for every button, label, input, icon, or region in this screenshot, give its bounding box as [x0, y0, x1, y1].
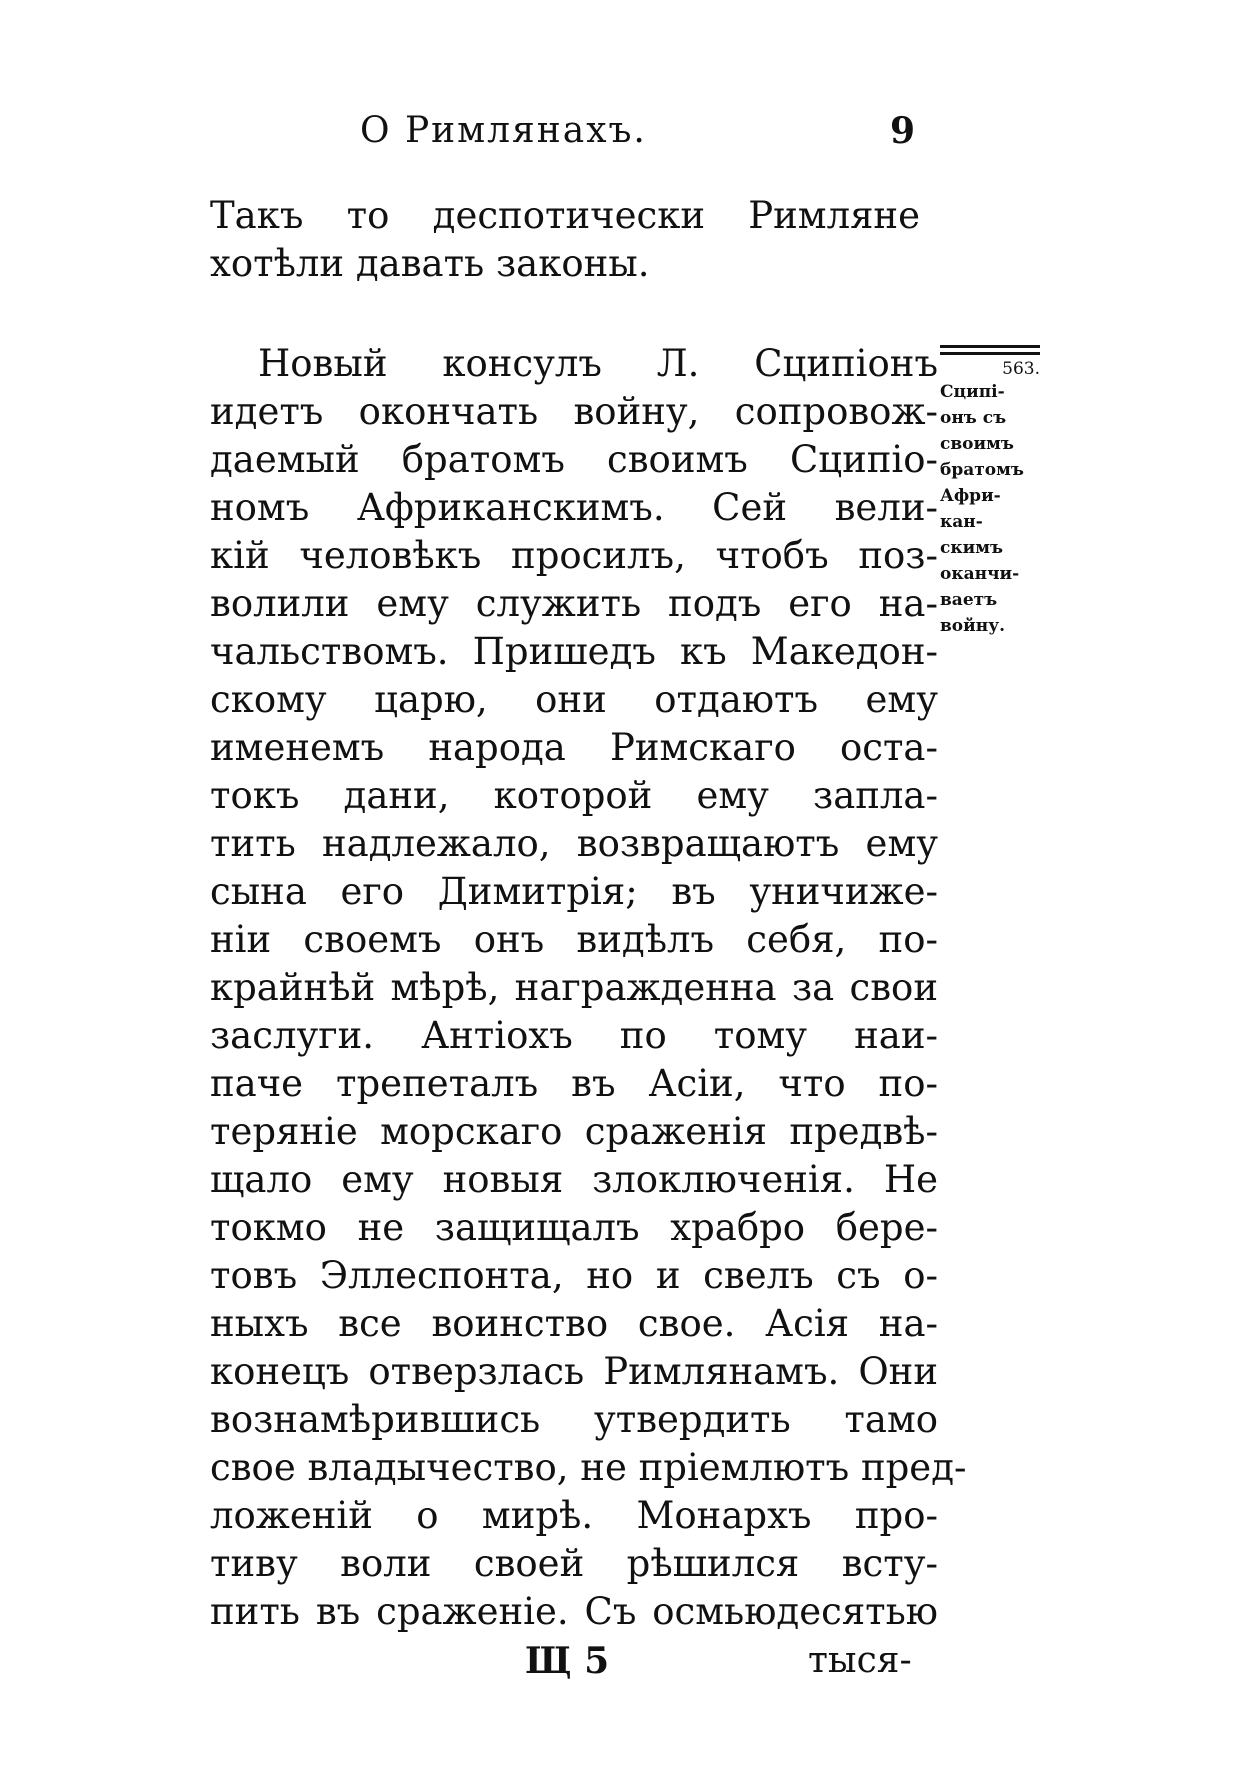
text-line: сына его Димитрія; въ уничиже-: [210, 870, 938, 913]
text-line: волили ему служить подъ его на-: [210, 582, 938, 625]
page-footer: [0, 1640, 1259, 1690]
margin-note-line: Сципі-: [940, 382, 1005, 402]
text-line: ныхъ все воинство свое. Асія на-: [210, 1302, 938, 1345]
text-line: щало ему новыя злоключенія. Не: [210, 1158, 938, 1201]
margin-rule: [940, 345, 1040, 348]
text-line: номъ Африканскимъ. Сей вели-: [210, 486, 938, 529]
text-line: тить надлежало, возвращаютъ ему: [210, 822, 938, 865]
running-head: [0, 110, 1259, 170]
margin-note-line: онъ съ: [940, 408, 1007, 428]
text-line: конецъ отверзлась Римлянамъ. Они: [210, 1350, 938, 1393]
page-number: 9: [890, 110, 916, 152]
text-line: заслуги. Антіохъ по тому наи-: [210, 1014, 938, 1057]
text-line: токмо не защищалъ храбро бере-: [210, 1206, 938, 1249]
text-line: тиву воли своей рѣшился всту-: [210, 1542, 938, 1585]
margin-note-line: войну.: [940, 616, 1006, 636]
text-line: паче трепеталъ въ Асіи, что по-: [210, 1062, 938, 1105]
catchword: тыся-: [808, 1640, 912, 1681]
margin-rule: [940, 352, 1040, 355]
running-title: О Римлянахъ.: [360, 110, 647, 151]
margin-year: 563.: [1002, 359, 1040, 379]
margin-note-line: скимъ: [940, 538, 1004, 558]
text-line: скому царю, они отдаютъ ему: [210, 678, 938, 721]
text-line: чальствомъ. Пришедъ къ Македон-: [210, 630, 938, 673]
text-line: Такъ то деспотически Римляне: [210, 194, 920, 237]
text-line: вознамѣрившись утвердить тамо: [210, 1398, 938, 1441]
margin-note: [940, 345, 1040, 639]
text-line: Новый консулъ Л. Сципіонъ: [258, 342, 938, 385]
signature-mark: Щ 5: [525, 1640, 610, 1682]
text-line: свое владычество, не пріемлютъ пред-: [210, 1446, 967, 1489]
text-line: ложеній о мирѣ. Монархъ про-: [210, 1494, 938, 1537]
text-line: токъ дани, которой ему запла-: [210, 774, 938, 817]
text-line: идетъ окончать войну, сопровож-: [210, 390, 938, 433]
text-line: именемъ народа Римскаго оста-: [210, 726, 938, 769]
text-line: товъ Эллеспонта, но и свелъ съ о-: [210, 1254, 938, 1297]
margin-note-line: своимъ: [940, 434, 1014, 454]
text-line: даемый братомъ своимъ Сципіо-: [210, 438, 938, 481]
opening-paragraph: [210, 192, 920, 288]
margin-note-line: Афри-: [940, 486, 1001, 506]
text-line: крайнѣй мѣрѣ, награжденна за свои: [210, 966, 938, 1009]
text-line: пить въ сраженіе. Съ осмьюдесятью: [210, 1590, 938, 1633]
text-line: хотѣли давать законы.: [210, 242, 650, 285]
margin-note-line: кан-: [940, 512, 983, 532]
margin-note-line: ваетъ: [940, 590, 998, 610]
main-paragraph: [210, 340, 967, 1636]
text-line: теряніе морскаго сраженія предвѣ-: [210, 1110, 938, 1153]
text-line: кій человѣкъ просилъ, чтобъ поз-: [210, 534, 938, 577]
margin-note-line: братомъ: [940, 460, 1024, 480]
margin-note-line: оканчи-: [940, 564, 1020, 584]
text-line: ніи своемъ онъ видѣлъ себя, по-: [210, 918, 938, 961]
